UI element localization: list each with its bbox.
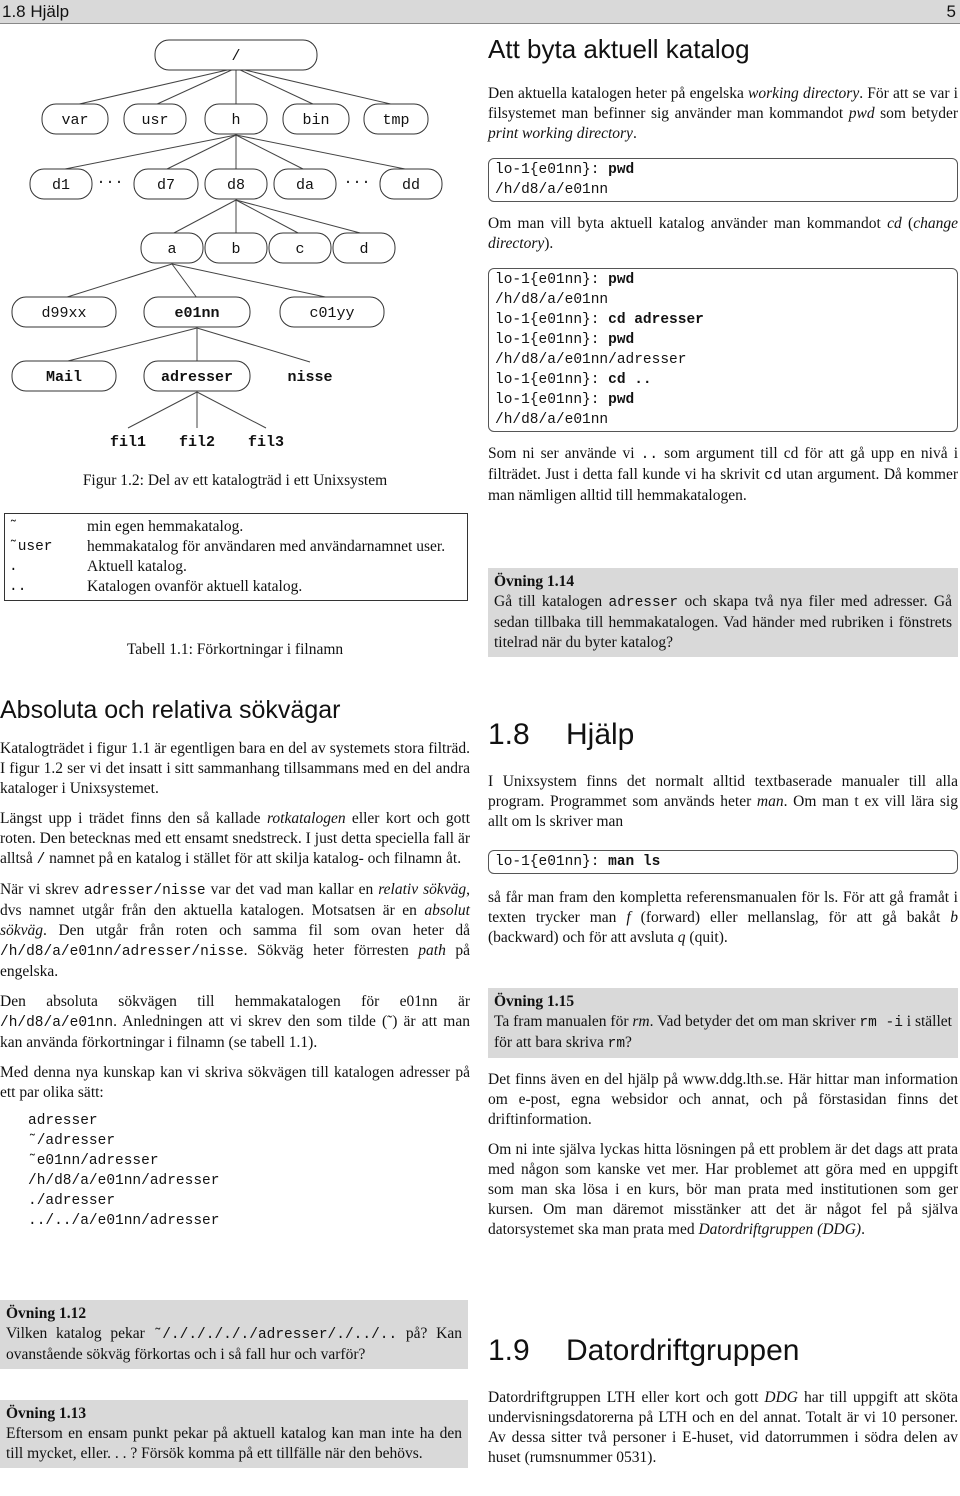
- tree-node-d99xx: d99xx: [41, 305, 87, 322]
- tree-node-fil3: fil3: [247, 434, 285, 451]
- exercise-title: Övning 1.15: [494, 993, 575, 1010]
- tree-ellipsis: ···: [96, 174, 124, 191]
- paragraph: När vi skrev adresser/nisse var det vad man kallar en relativ sökväg, dvs namnet utgår från den aktuella katalogen. Motsatsen är en absolut sökväg. Den utgår från roten och samma fil som ovan heter då /h/d8/a/e01nn/adresser/nisse. Sökväg heter förresten path på engelska.: [0, 881, 471, 980]
- tree-node-dd: dd: [401, 177, 421, 194]
- tree-node-da: da: [295, 177, 315, 194]
- right-column: [488, 34, 958, 506]
- tree-node-var: var: [61, 112, 89, 129]
- section-title-change-dir: Att byta aktuell katalog: [488, 34, 750, 64]
- paragraph: så får man fram den kompletta referensmanualen för ls. För att gå framåt i texten trycker man f (forward) eller mellanslag, för att gå bakåt b (backward) och för att avsluta q (quit).: [488, 889, 958, 946]
- code-block: lo-1{e01nn}: pwd /h/d8/a/e01nn: [488, 158, 958, 202]
- section-title-help: 1.8 Hjälp: [488, 718, 635, 751]
- code-block: lo-1{e01nn}: pwd /h/d8/a/e01nn lo-1{e01nn}: cd adresser lo-1{e01nn}: pwd /h/d8/a/e01nn/adresser lo-1{e01nn}: cd .. lo-1{e01nn}: pwd /h/d8/a/e01nn: [488, 268, 958, 432]
- path-examples: [0, 1111, 470, 1231]
- paragraph: Katalogträdet i figur 1.1 är egentligen bara en del av systemets stora filträd. I figur 1.2 ser vi det insatt i sitt sammanhang tillsammans med en del andra kataloger i Unixsystemet.: [0, 740, 470, 797]
- list-item: /h/d8/a/e01nn/adresser: [28, 1173, 220, 1189]
- paragraph: Den absoluta sökvägen till hemmakatalogen för e01nn är /h/d8/a/e01nn. Anledningen att vi skrev den som tilde (˜) är att man kan använda förkortningar i filnamn (se tabell 1.1).: [0, 993, 470, 1051]
- list-item: ˜e01nn/adresser: [28, 1153, 159, 1169]
- tree-node-adresser: adresser: [160, 369, 234, 386]
- list-item: adresser: [28, 1113, 98, 1129]
- table-cell-desc: Aktuell katalog.: [87, 558, 187, 575]
- paragraph: I Unixsystem finns det normalt alltid textbaserade manualer till alla program. Programmet som används heter man. Om man t ex vill lära sig allt om ls skriver man: [488, 773, 958, 830]
- paragraph: Längst upp i trädet finns den så kallade rotkatalogen eller kort och gott roten. Den betecknas med ett ensamt snedstreck. I just detta speciella fall är alltså / namnet på en katalog i stället för att skilja katalog- och filnamn åt.: [0, 810, 470, 868]
- code-block: lo-1{e01nn}: man ls: [488, 850, 958, 874]
- tree-node-nisse: nisse: [287, 369, 333, 386]
- table-cell-desc: hemmakatalog för användaren med användarnamnet user.: [87, 538, 446, 555]
- paragraph: Det finns även en del hjälp på www.ddg.lth.se. Här hittar man information om e-post, egna websidor och annat, och på förstasidan finns det driftinformation.: [488, 1071, 958, 1128]
- tree-node-usr: usr: [141, 112, 169, 129]
- tree-node-tmp: tmp: [382, 112, 410, 129]
- directory-tree-figure: [0, 28, 470, 464]
- figure-caption: Figur 1.2: Del av ett katalogträd i ett Unixsystem: [82, 472, 388, 489]
- ddg-section: [488, 1334, 958, 1468]
- paragraph: Om ni inte själva lyckas hitta lösningen på ett problem är det dags att prata med någon som kanske vet mer. Har problemet att göra med en uppgift som man ska lösa i en kurs, bör man prata med institutionen som ger kursen. Om man däremot misstänker att det är något fel på själva datorsystemet ska man prata med Datordriftgruppen (DDG).: [488, 1141, 958, 1238]
- list-item: ˜/adresser: [28, 1133, 116, 1149]
- table-cell-key: ˜: [9, 519, 18, 535]
- abbreviation-table: [4, 513, 468, 601]
- tree-ellipsis: ···: [343, 174, 371, 191]
- help-section: [488, 718, 958, 948]
- table-row: [9, 557, 463, 577]
- table-row: [9, 577, 463, 597]
- tree-node-e01nn: e01nn: [174, 305, 220, 322]
- tree-node-d: d: [359, 241, 369, 258]
- tree-node-fil2: fil2: [178, 434, 216, 451]
- list-item: ../../a/e01nn/adresser: [28, 1213, 220, 1229]
- section-title-ddg: 1.9 Datordriftgruppen: [488, 1334, 800, 1367]
- tree-node-mail: Mail: [45, 369, 83, 386]
- table-cell-desc: Katalogen ovanför aktuell katalog.: [87, 578, 303, 595]
- tree-node-d1: d1: [51, 177, 71, 194]
- tree-node-bin: bin: [302, 112, 330, 129]
- list-item: ./adresser: [28, 1193, 116, 1209]
- paragraph: Om man vill byta aktuell katalog använder man kommandot cd (change directory).: [488, 215, 958, 252]
- table-cell-desc: min egen hemmakatalog.: [87, 518, 244, 535]
- tree-node-a: a: [167, 241, 177, 258]
- exercise-text: Eftersom en ensam punkt pekar på aktuell katalog kan man inte ha den till mycket, eller. . . ? Försök komma på ett tillfälle när den behövs.: [6, 1425, 462, 1462]
- tree-node-d7: d7: [156, 177, 176, 194]
- tree-node-d8: d8: [226, 177, 246, 194]
- tree-node-fil1: fil1: [109, 434, 147, 451]
- section-title-paths: Absoluta och relativa sökvägar: [0, 696, 341, 724]
- paragraph: Den aktuella katalogen heter på engelska working directory. För att se var i filsystemet man befinner sig använder man kommandot pwd som betyder print working directory.: [488, 85, 958, 142]
- paragraph: Datordriftgruppen LTH eller kort och gott DDG har till uppgift att sköta undervisningsdatorerna på LTH och en del annat. Totalt är vi 10 personer. Av dessa sitter två personer i E-huset, vid datorrummen i södra delen av huset (rumsnummer 0531).: [488, 1389, 958, 1466]
- tree-node-h: h: [231, 112, 241, 129]
- tree-node-b: b: [231, 241, 241, 258]
- tree-node-boxes: [12, 40, 442, 391]
- table-cell-key: ..: [9, 579, 27, 595]
- exercise-title: Övning 1.14: [494, 573, 575, 590]
- exercise-1-15: [488, 988, 958, 1058]
- table-caption: Tabell 1.1: Förkortningar i filnamn: [126, 641, 344, 658]
- tree-node-c01yy: c01yy: [309, 305, 355, 322]
- exercise-title: Övning 1.13: [6, 1405, 87, 1422]
- exercise-1-13: [0, 1400, 468, 1468]
- tree-node-root: /: [231, 48, 241, 65]
- exercise-text: Gå till katalogen adresser och skapa två nya filer med adresser. Gå sedan tillbaka till hemmakatalogen. Vad händer med rubriken i fönstrets titelrad när du byter katalog?: [494, 593, 952, 651]
- page-header: [0, 0, 960, 24]
- exercise-1-14: [488, 568, 958, 657]
- table-cell-key: ˜user: [9, 539, 53, 555]
- exercise-title: Övning 1.12: [6, 1305, 87, 1322]
- running-section-title: 1.8 Hjälp: [2, 2, 70, 21]
- exercise-1-12: [0, 1300, 468, 1369]
- help-continued: [488, 1070, 958, 1240]
- page-number: 5: [946, 2, 956, 21]
- paragraph: Med denna nya kunskap kan vi skriva sökvägen till katalogen adresser på ett par olika sätt:: [0, 1064, 470, 1101]
- table-row: [9, 517, 463, 537]
- exercise-text: Ta fram manualen för rm. Vad betyder det om man skriver rm -i i stället för att bara skriva rm?: [494, 1013, 952, 1052]
- exercise-text: Vilken katalog pekar ˜/./././././adresser/./../.. på? Kan ovanstående sökväg förkortas och i så fall hur och varför?: [6, 1325, 462, 1363]
- tree-node-c: c: [295, 241, 305, 258]
- paragraph: Som ni ser använde vi .. som argument till cd för att gå upp en nivå i filträdet. Just i detta fall kunde vi ha skrivit cd utan argument. Då kommer man nämligen alltid till hemmakatalogen.: [488, 445, 958, 504]
- left-column: [0, 695, 470, 1231]
- table-row: [9, 537, 463, 557]
- table-cell-key: .: [9, 559, 18, 575]
